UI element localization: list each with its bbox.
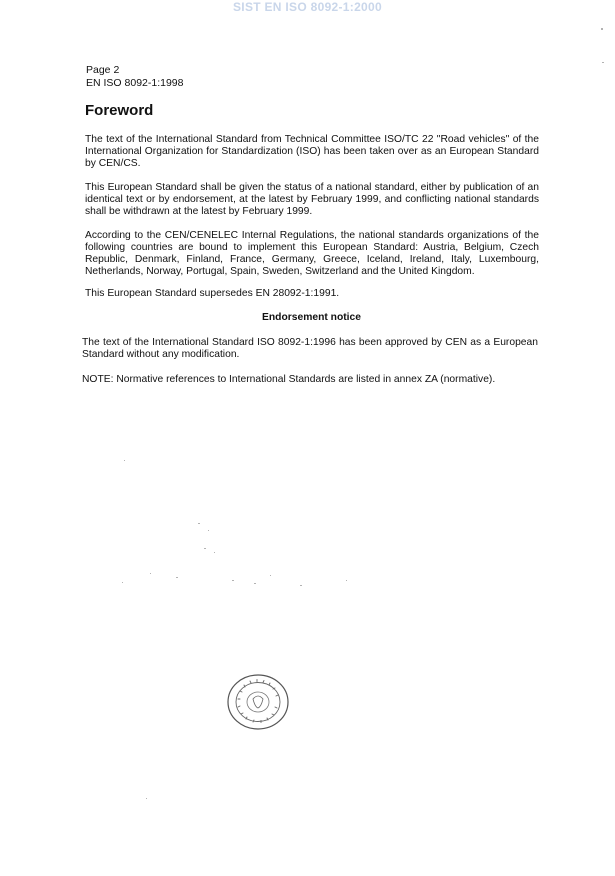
page-number: Page 2 bbox=[86, 64, 120, 76]
foreword-paragraph-3: According to the CEN/CENELEC Internal Regulations, the national standards organizations of the following countries are bound to implement this European Standard: Austria, Belgium, Czech Republic, Denmark, Finland, France, Germany, Greece, Iceland, Ireland, Italy, Luxembourg, Netherlands, Norway, Portugal, Spain, Sweden, Switzerland and the United Kingdom. bbox=[85, 230, 539, 277]
foreword-paragraph-2: This European Standard shall be given the status of a national standard, either by publication of an identical text or by endorsement, at the latest by February 1999, and conflicting national standards shall be withdrawn at the latest by February 1999. bbox=[85, 182, 539, 217]
foreword-paragraph-4: This European Standard supersedes EN 28092-1:1991. bbox=[85, 288, 340, 299]
foreword-paragraph-1: The text of the International Standard from Technical Committee ISO/TC 22 "Road vehicles" of the International Organization for Standardization (ISO) has been taken over as an European Standard by CEN/CS. bbox=[85, 134, 539, 169]
endorsement-text: The text of the International Standard ISO 8092-1:1996 has been approved by CEN as a European Standard without any modification. bbox=[82, 337, 538, 360]
official-seal-icon bbox=[226, 673, 290, 731]
foreword-heading: Foreword bbox=[85, 102, 154, 119]
page-header bbox=[86, 64, 183, 90]
endorsement-note: NOTE: Normative references to International Standards are listed in annex ZA (normative). bbox=[82, 374, 496, 385]
watermark-title: SIST EN ISO 8092-1:2000 bbox=[233, 0, 382, 14]
endorsement-heading: Endorsement notice bbox=[262, 312, 361, 323]
standard-reference: EN ISO 8092-1:1998 bbox=[86, 77, 184, 89]
